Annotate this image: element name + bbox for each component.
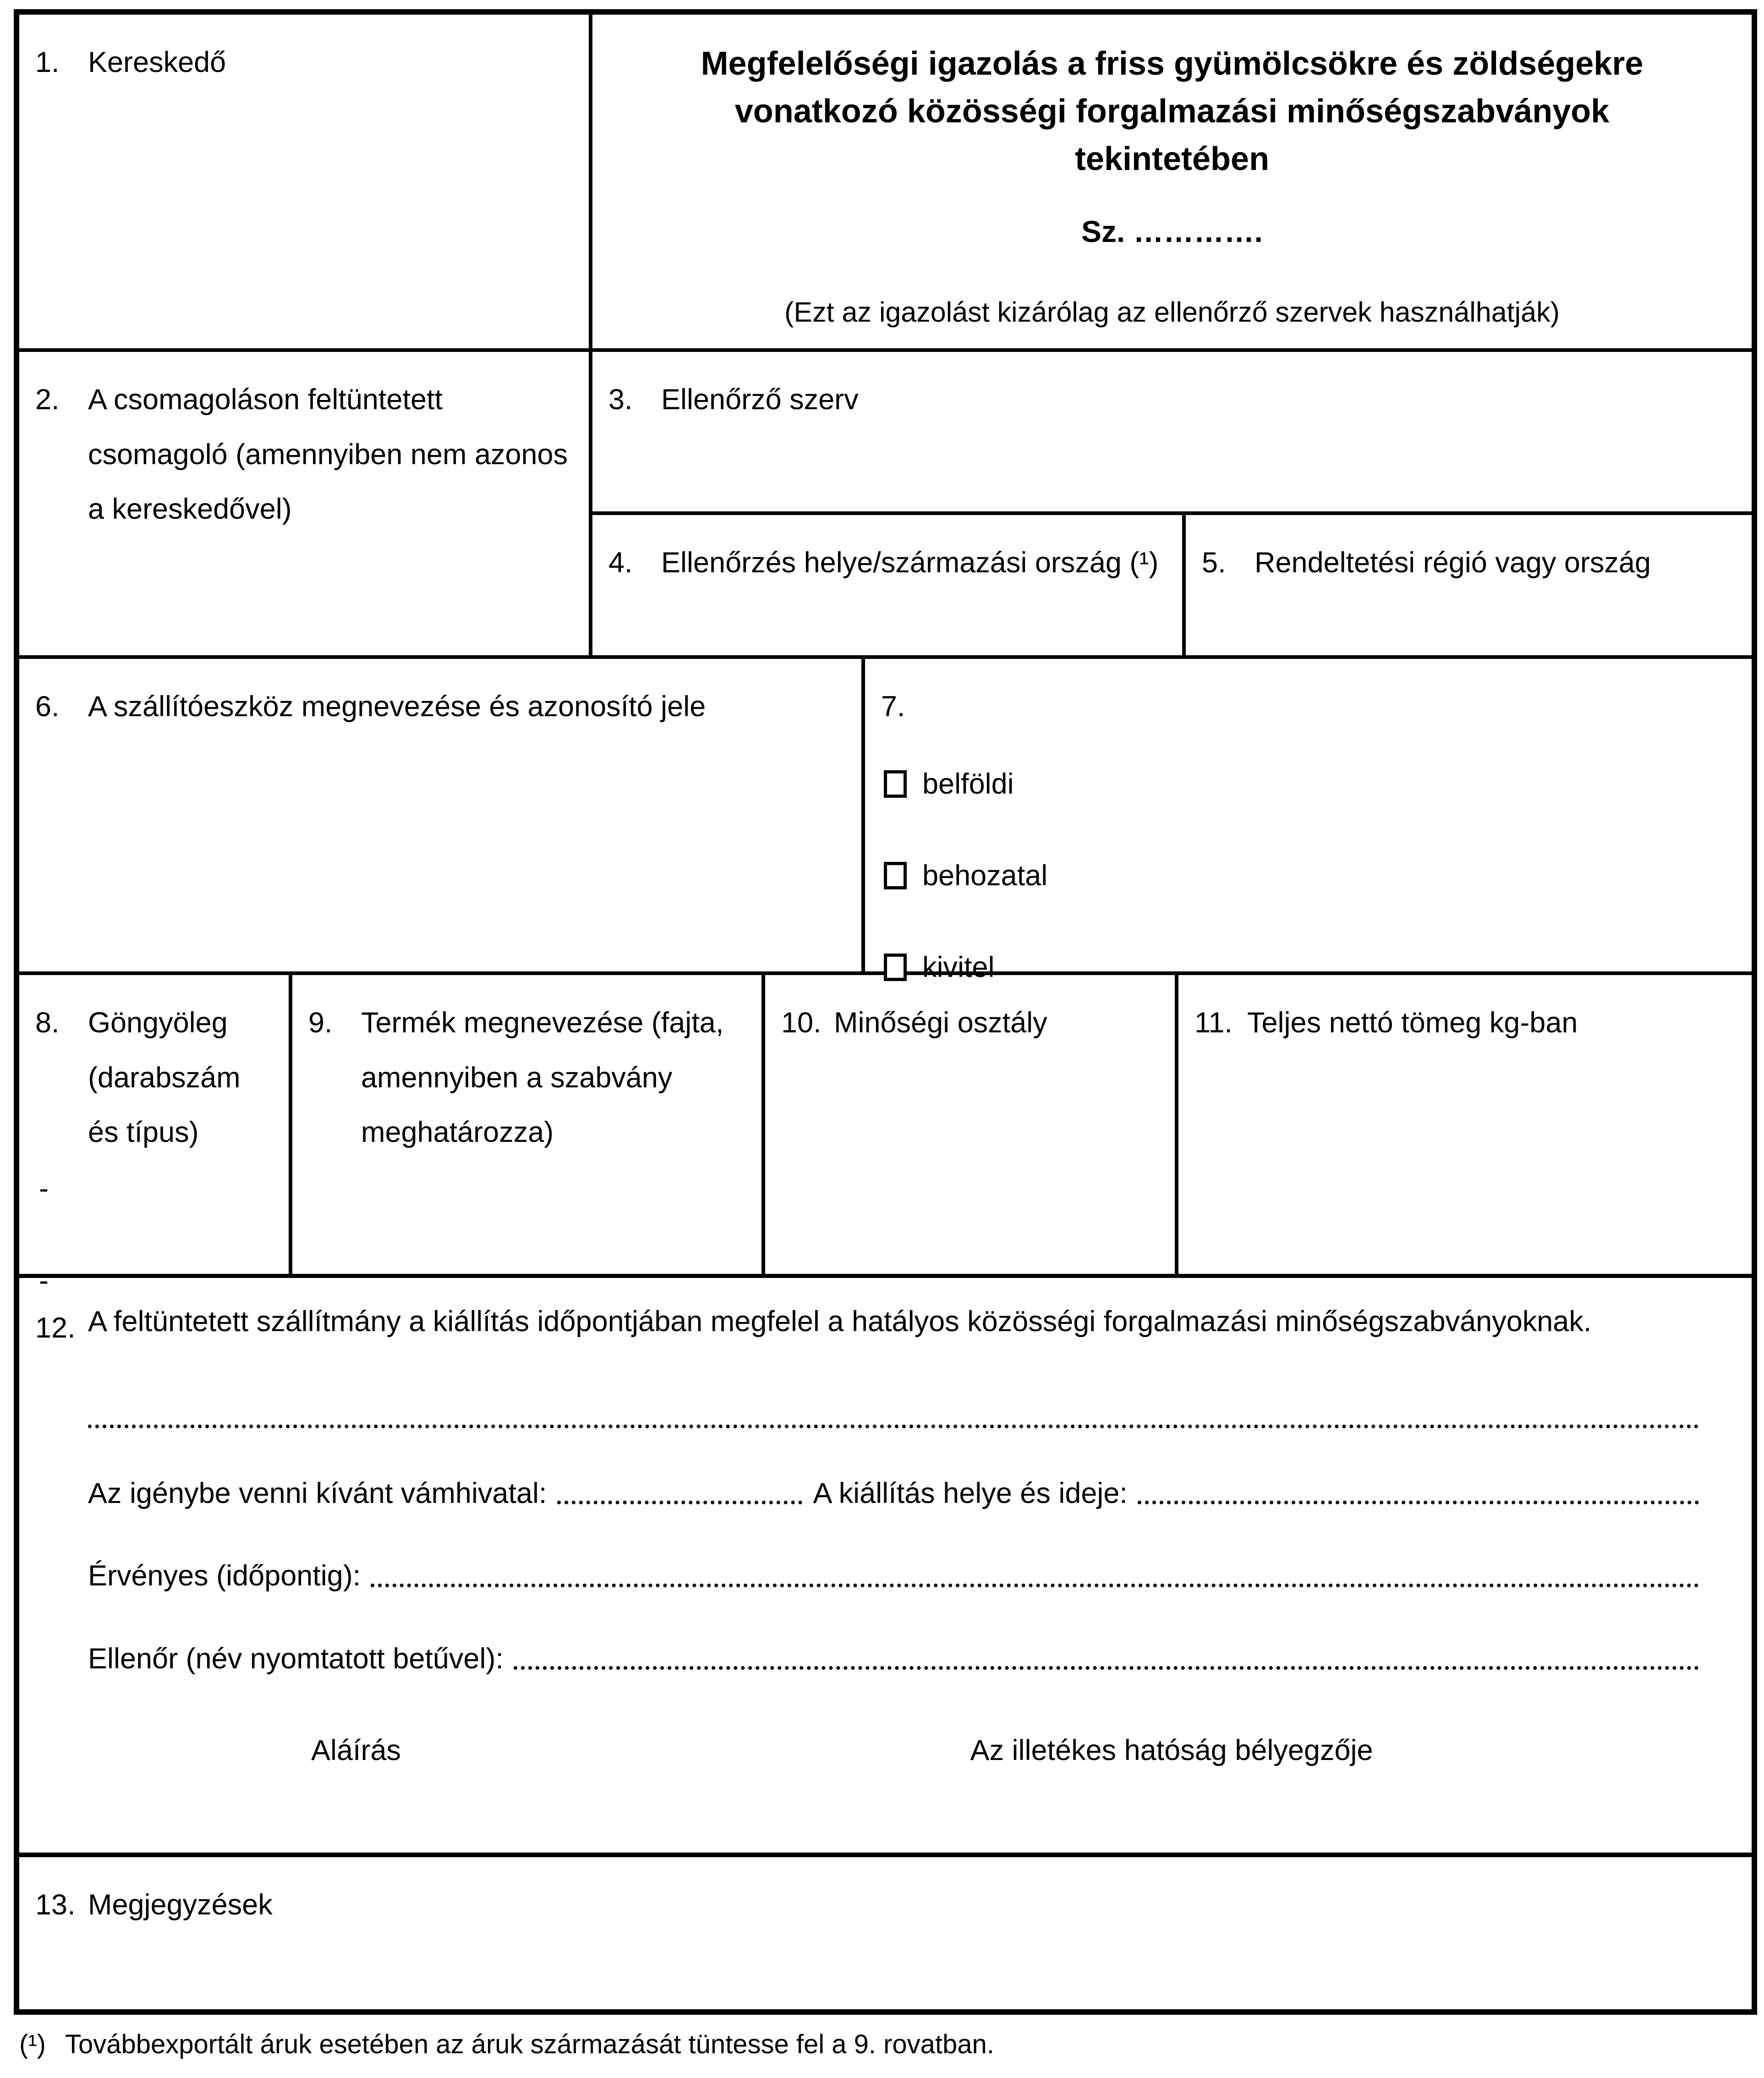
field-3-label: Ellenőrző szerv (661, 384, 859, 416)
footnote-marker: (¹) (19, 2029, 46, 2059)
form-title-line: vonatkozó közösségi forgalmazási minőségszabványok (734, 93, 1610, 130)
field-number: 8. (35, 1007, 60, 1039)
field-2-label: A csomagoláson feltüntetett csomagoló (amennyiben nem azonos a kereskedővel) (88, 384, 568, 526)
field-5-label: Rendeltetési régió vagy ország (1255, 547, 1651, 579)
field-number: 7. (881, 691, 905, 723)
footnote-text: Továbbexportált áruk esetében az áruk származását tüntesse fel a 9. rovatban. (65, 2029, 994, 2059)
field-10-quality-class (761, 975, 1175, 1274)
row-2-right-column (589, 352, 1752, 655)
row-2-subrow (592, 511, 1752, 655)
option-import (884, 859, 1733, 892)
inspector-fill-line[interactable] (514, 1666, 1699, 1670)
validity-fill-line[interactable] (371, 1584, 1699, 1587)
blank-fill-line[interactable] (88, 1425, 1699, 1428)
field-1-label: Kereskedő (88, 46, 226, 78)
field-number: 11. (1194, 1007, 1233, 1039)
field-4-place-of-inspection (592, 515, 1182, 655)
checkbox-domestic[interactable] (884, 770, 907, 798)
serial-number-line[interactable]: Sz. …………. (1081, 214, 1263, 248)
field-13-remarks (19, 1857, 1752, 2009)
customs-office-line (88, 1476, 1699, 1511)
field-6-label: A szállítóeszköz megnevezése és azonosító jele (88, 691, 706, 723)
checkbox-import[interactable] (884, 862, 907, 889)
field-8-label: Göngyöleg (darabszám és típus) (88, 1007, 241, 1149)
validity-line (88, 1559, 1699, 1594)
option-export-label: kivitel (922, 951, 995, 983)
customs-office-label: Az igénybe venni kívánt vámhivatal: (88, 1477, 547, 1509)
field-8-packages (19, 975, 289, 1297)
field-13-label: Megjegyzések (88, 1889, 273, 1921)
customs-office-fill-line[interactable] (557, 1501, 802, 1504)
authority-stamp-label: Az illetékes hatóság bélyegzője (970, 1734, 1373, 1767)
field-9-label: Termék megnevezése (fajta, amennyiben a szabvány meghatározza) (361, 1007, 724, 1149)
form-title-block (589, 15, 1752, 348)
list-dash: - (39, 1173, 49, 1205)
footnote (19, 2027, 994, 2062)
issue-place-date-fill-line[interactable] (1138, 1501, 1699, 1504)
list-dash: - (39, 1264, 49, 1297)
field-10-label: Minőségi osztály (834, 1007, 1047, 1039)
inspector-label: Ellenőr (név nyomtatott betűvel): (88, 1642, 504, 1675)
field-9-product (289, 975, 761, 1274)
row-5 (19, 1274, 1752, 1853)
field-number: 13. (35, 1889, 76, 1921)
form-title-line: Megfelelőségi igazolás a friss gyümölcsökre és zöldségekre (701, 45, 1643, 82)
field-1-trader (19, 15, 589, 348)
field-6-means-of-transport (19, 659, 861, 971)
field-2-packer (19, 352, 589, 655)
field-number: 12. (35, 1312, 76, 1344)
field-number: 6. (35, 691, 60, 723)
row-6 (19, 1853, 1752, 2009)
field-5-destination (1182, 515, 1752, 655)
option-domestic (884, 768, 1733, 800)
option-import-label: behozatal (922, 859, 1048, 892)
field-number: 2. (35, 384, 60, 416)
field-number: 9. (308, 1007, 333, 1039)
field-number: 10. (781, 1007, 822, 1039)
field-11-net-weight (1175, 975, 1752, 1274)
signature-row (35, 1733, 1733, 1775)
form-title-line: tekintetében (1074, 141, 1270, 177)
validity-label: Érvényes (időpontig): (88, 1560, 361, 1592)
row-4 (19, 971, 1752, 1297)
field-number: 4. (608, 547, 633, 579)
row-3 (19, 655, 1752, 983)
field-number: 3. (608, 384, 633, 416)
field-number: 1. (35, 46, 60, 78)
signature-label: Aláírás (311, 1734, 401, 1767)
field-number: 5. (1202, 547, 1226, 579)
inspector-line (88, 1642, 1699, 1677)
issue-place-date-label: A kiállítás helye és ideje: (813, 1477, 1128, 1509)
row-2 (19, 348, 1752, 655)
field-12-declaration (19, 1278, 1752, 1853)
declaration-statement: A feltüntetett szállítmány a kiállítás időpontjában megfelel a hatályos közösségi forgalmazási minőségszabványoknak. (88, 1305, 1592, 1338)
option-domestic-label: belföldi (922, 768, 1014, 800)
field-11-label: Teljes nettó tömeg kg-ban (1247, 1007, 1578, 1039)
field-4-label: Ellenőrzés helye/származási ország (¹) (661, 547, 1159, 579)
form-table (14, 9, 1757, 2015)
form-title (618, 40, 1726, 183)
form-subtitle: (Ezt az igazolást kizárólag az ellenőrző szervek használhatják) (784, 296, 1560, 328)
field-3-inspection-body (592, 352, 1752, 511)
row-1 (19, 15, 1752, 348)
field-7-transaction-type (861, 659, 1752, 983)
